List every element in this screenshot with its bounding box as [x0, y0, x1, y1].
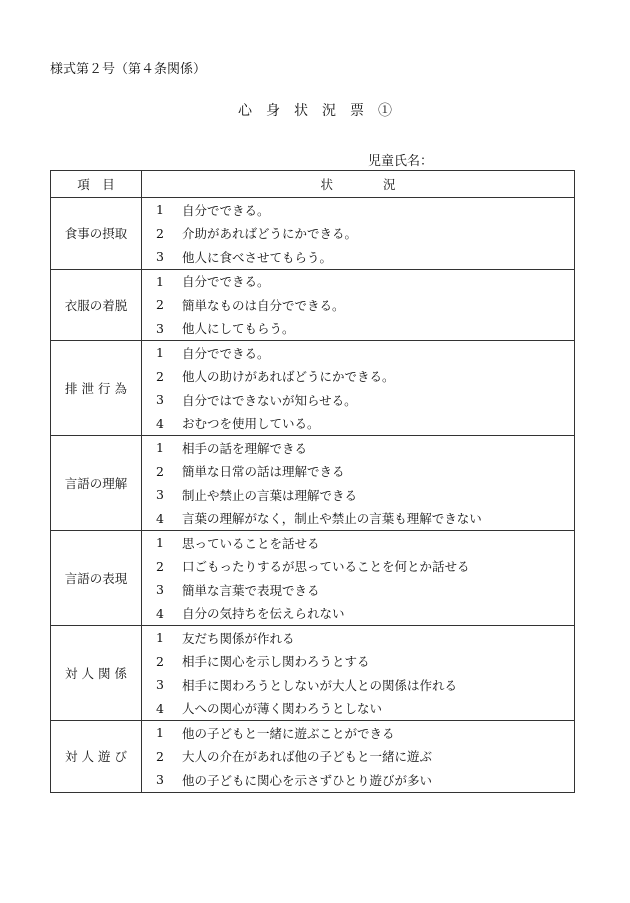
row-item-label: 言語の表現	[51, 531, 142, 626]
option-line	[156, 507, 574, 531]
option-number: 1	[156, 440, 164, 456]
option-line	[156, 245, 574, 269]
option-line	[156, 222, 574, 246]
table-row	[51, 531, 575, 626]
option-text: 自分ではできないが知らせる。	[182, 392, 357, 408]
option-number: 3	[156, 249, 164, 265]
option-number: 1	[156, 345, 164, 361]
row-options	[142, 721, 575, 793]
option-text: 制止や禁止の言葉は理解できる	[182, 487, 358, 503]
option-text: 自分でできる。	[182, 202, 270, 218]
option-number: 4	[156, 605, 164, 621]
row-item-label: 対 人 遊 び	[51, 721, 142, 793]
option-line	[156, 578, 574, 602]
option-number: 2	[156, 368, 164, 384]
option-number: 2	[156, 748, 164, 764]
option-number: 4	[156, 700, 164, 716]
child-name-label: 児童氏名：	[368, 154, 434, 169]
option-text: 相手の話を理解できる	[182, 440, 308, 456]
row-options	[142, 198, 575, 270]
option-line	[156, 626, 574, 650]
option-text: 自分でできる。	[182, 274, 270, 290]
table-row	[51, 721, 575, 793]
table-row	[51, 341, 575, 436]
row-item-label: 衣服の着脱	[51, 269, 142, 341]
option-number: 2	[156, 225, 164, 241]
row-options	[142, 531, 575, 626]
option-number: 2	[156, 463, 164, 479]
table-row	[51, 198, 575, 270]
row-item-label: 排 泄 行 為	[51, 341, 142, 436]
option-number: 3	[156, 772, 164, 788]
option-line	[156, 650, 574, 674]
option-line	[156, 317, 574, 341]
option-text: おむつを使用している。	[182, 416, 320, 432]
option-line	[156, 768, 574, 792]
option-number: 4	[156, 415, 164, 431]
option-number: 2	[156, 558, 164, 574]
table-row	[51, 626, 575, 721]
option-number: 2	[156, 653, 164, 669]
option-number: 1	[156, 725, 164, 741]
option-text: 介助があればどうにかできる。	[182, 226, 358, 242]
option-text: 思っていることを話せる	[182, 535, 320, 551]
option-text: 簡単なものは自分でできる。	[182, 297, 345, 313]
option-line	[156, 697, 574, 721]
table-header-row	[51, 171, 575, 198]
option-line	[156, 198, 574, 222]
form-number: 様式第２号（第４条関係）	[50, 62, 207, 77]
option-text: 他人の助けがあればどうにかできる。	[182, 369, 395, 385]
header-item: 項 目	[51, 171, 142, 198]
option-number: 1	[156, 535, 164, 551]
option-text: 簡単な日常の話は理解できる	[182, 464, 345, 480]
status-table	[50, 170, 575, 793]
option-line	[156, 270, 574, 294]
row-item-label: 言語の理解	[51, 436, 142, 531]
option-text: 言葉の理解がなく，制止や禁止の言葉も理解できない	[182, 511, 482, 527]
header-status: 状 況	[142, 171, 575, 198]
option-number: 4	[156, 510, 164, 526]
option-line	[156, 341, 574, 365]
option-number: 1	[156, 630, 164, 646]
row-options	[142, 269, 575, 341]
option-number: 3	[156, 392, 164, 408]
option-text: 自分の気持ちを伝えられない	[182, 606, 345, 622]
option-line	[156, 365, 574, 389]
document-title: 心 身 状 況 票 ①	[238, 103, 392, 119]
option-line	[156, 483, 574, 507]
option-number: 3	[156, 487, 164, 503]
option-text: 他の子どもに関心を示さずひとり遊びが多い	[182, 772, 433, 788]
option-text: 自分でできる。	[182, 345, 270, 361]
option-line	[156, 673, 574, 697]
option-text: 友だち関係が作れる	[182, 630, 295, 646]
option-number: 1	[156, 273, 164, 289]
option-number: 1	[156, 202, 164, 218]
option-text: 相手に関心を示し関わろうとする	[182, 654, 370, 670]
option-line	[156, 293, 574, 317]
table-body	[51, 198, 575, 793]
option-text: 相手に関わろうとしないが大人との関係は作れる	[182, 677, 458, 693]
option-text: 他人にしてもらう。	[182, 321, 295, 337]
table-row	[51, 436, 575, 531]
option-text: 他の子どもと一緒に遊ぶことができる	[182, 725, 395, 741]
option-line	[156, 555, 574, 579]
row-item-label: 対 人 関 係	[51, 626, 142, 721]
option-line	[156, 460, 574, 484]
row-options	[142, 626, 575, 721]
option-number: 3	[156, 677, 164, 693]
option-text: 簡単な言葉で表現できる	[182, 582, 320, 598]
option-line	[156, 388, 574, 412]
option-number: 2	[156, 297, 164, 313]
option-number: 3	[156, 582, 164, 598]
option-line	[156, 602, 574, 626]
option-line	[156, 412, 574, 436]
option-line	[156, 531, 574, 555]
option-text: 人への関心が薄く関わろうとしない	[182, 701, 383, 717]
option-line	[156, 721, 574, 745]
option-text: 他人に食べさせてもらう。	[182, 249, 333, 265]
option-line	[156, 436, 574, 460]
row-options	[142, 341, 575, 436]
option-number: 3	[156, 320, 164, 336]
option-line	[156, 745, 574, 769]
table-row	[51, 269, 575, 341]
option-text: 大人の介在があれば他の子どもと一緒に遊ぶ	[182, 749, 433, 765]
row-options	[142, 436, 575, 531]
option-text: 口ごもったりするが思っていることを何とか話せる	[182, 559, 470, 575]
row-item-label: 食事の摂取	[51, 198, 142, 270]
